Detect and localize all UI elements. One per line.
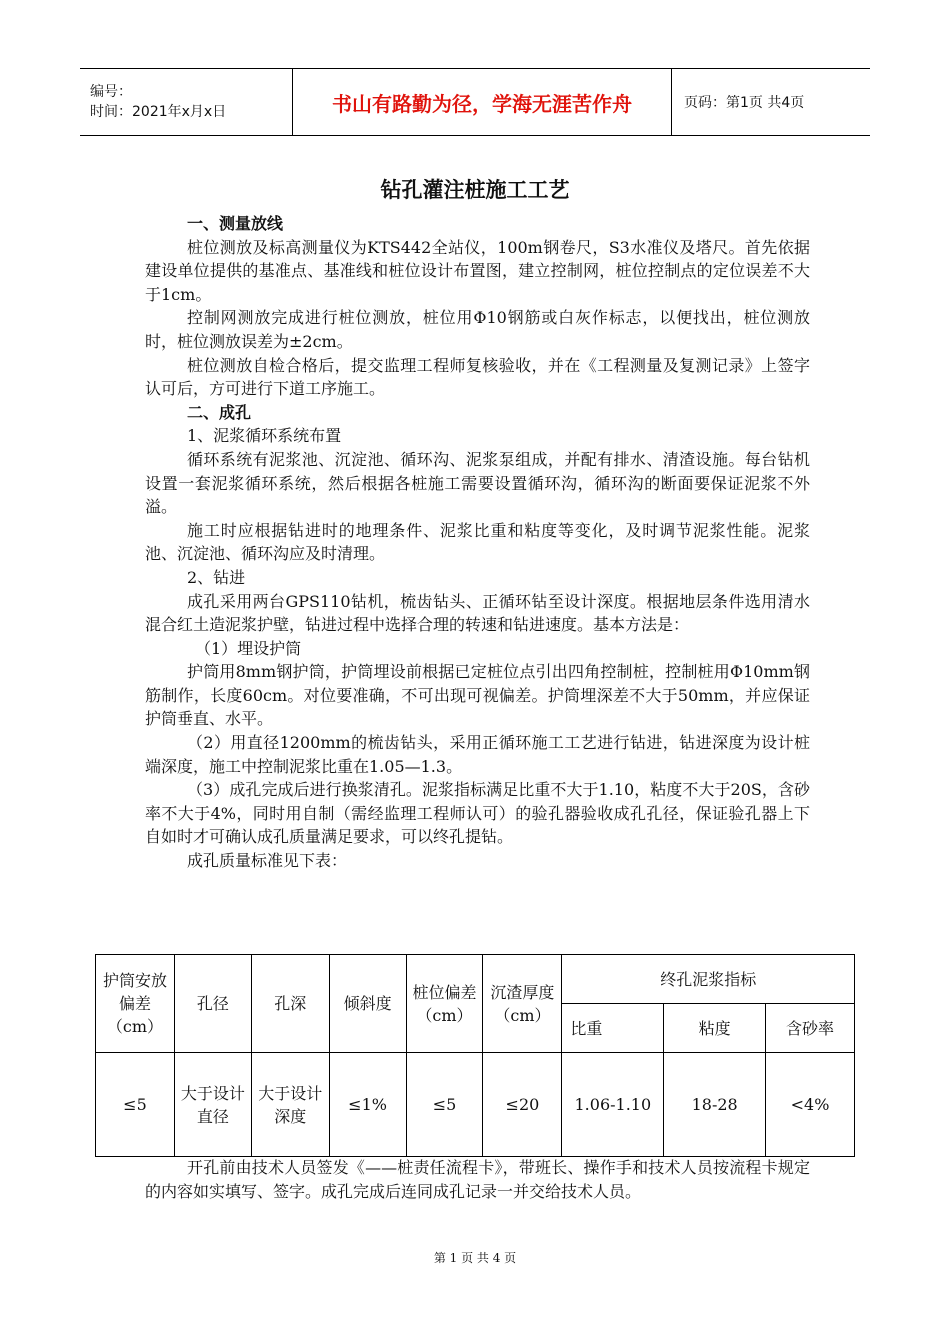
table-header-cell: 粘度 xyxy=(664,1004,766,1053)
table-cell: ≤5 xyxy=(406,1053,483,1157)
header-page-info: 页码：第1页 共4页 xyxy=(672,69,871,136)
paragraph: 成孔采用两台GPS110钻机，梳齿钻头、正循环钻至设计深度。根据地层条件选用清水混合红土造泥浆护壁，钻进过程中选择合理的转速和钻进速度。基本方法是： xyxy=(145,591,810,635)
table-header-cell: 终孔泥浆指标 xyxy=(562,955,855,1004)
table-header-cell: 沉渣厚度（cm） xyxy=(483,955,562,1053)
document-title: 钻孔灌注桩施工工艺 xyxy=(380,178,570,202)
table-cell: 18-28 xyxy=(664,1053,766,1157)
table-header-cell: 孔径 xyxy=(174,955,251,1053)
table-cell: 大于设计深度 xyxy=(251,1053,329,1157)
table-cell: ≤20 xyxy=(483,1053,562,1157)
table-intro: 成孔质量标准见下表： xyxy=(187,851,348,871)
subheading-drilling: 2、钻进 xyxy=(187,567,246,587)
table-header-cell: 桩位偏差（cm） xyxy=(406,955,483,1053)
paragraph: 护筒用8mm钢护筒，护筒埋设前根据已定桩位点引出四角控制桩，控制桩用Φ10mm钢筋制作，长度60cm。对位要准确，不可出现可视偏差。护筒埋深差不大于50mm，并应保证护筒垂直、水平。 xyxy=(145,662,810,729)
table-header-cell: 护筒安放偏差（cm） xyxy=(96,955,175,1053)
table-header-cell: 孔深 xyxy=(251,955,329,1053)
header-motto: 书山有路勤为径，学海无涯苦作舟 xyxy=(293,69,672,136)
paragraph: 控制网测放完成进行桩位测放，桩位用Φ10钢筋或白灰作标志，以便找出，桩位测放时，桩位测放误差为±2cm。 xyxy=(145,308,810,351)
subheading-mud-circulation: 1、泥浆循环系统布置 xyxy=(187,426,342,446)
document-date-label: 时间：2021年x月x日 xyxy=(90,104,227,120)
table-cell: 大于设计直径 xyxy=(174,1053,251,1157)
list-item-title: （1）埋设护筒 xyxy=(195,638,302,658)
paragraph: 开孔前由技术人员签发《——桩责任流程卡》，带班长、操作手和技术人员按流程卡规定的内容如实填写、签字。成孔完成后连同成孔记录一并交给技术人员。 xyxy=(145,1158,810,1201)
table-header-cell: 含砂率 xyxy=(766,1004,855,1053)
header-meta xyxy=(80,69,293,136)
paragraph: 施工时应根据钻进时的地理条件、泥浆比重和粘度等变化，及时调节泥浆性能。泥浆池、沉淀池、循环沟应及时清理。 xyxy=(145,520,810,564)
paragraph: 桩位测放自检合格后，提交监理工程师复核验收，并在《工程测量及复测记录》上签字认可后，方可进行下道工序施工。 xyxy=(145,355,810,399)
section-heading-drilling: 二、成孔 xyxy=(187,402,252,422)
table-cell: ≤5 xyxy=(96,1053,175,1157)
list-item: （3）成孔完成后进行换浆清孔。泥浆指标满足比重不大于1.10，粘度不大于20S，含砂率不大于4%，同时用自制（需经监理工程师认可）的验孔器验收成孔孔径，保证验孔器上下自如时才可确认成孔质量满足要求，可以终孔提钻。 xyxy=(145,780,810,847)
quality-standard-table xyxy=(95,954,855,1157)
document-number-label: 编号： xyxy=(90,84,132,100)
table-header-cell: 倾斜度 xyxy=(329,955,406,1053)
section-heading-survey: 一、测量放线 xyxy=(187,214,284,233)
document-body xyxy=(145,212,810,873)
paragraph: 循环系统有泥浆池、沉淀池、循环沟、泥浆泵组成，并配有排水、清渣设施。每台钻机设置一套泥浆循环系统，然后根据各桩施工需要设置循环沟，循环沟的断面要保证泥浆不外溢。 xyxy=(145,449,810,517)
table-cell: ≤1% xyxy=(329,1053,406,1157)
table-cell: <4% xyxy=(766,1053,855,1157)
page-footer: 第 1 页 共 4 页 xyxy=(433,1251,517,1265)
paragraph: 桩位测放及标高测量仪为KTS442全站仪，100m钢卷尺，S3水准仪及塔尺。首先依据建设单位提供的基准点、基准线和桩位设计布置图，建立控制网，桩位控制点的定位误差不大于1cm。 xyxy=(145,237,810,304)
table-row xyxy=(96,1053,855,1157)
closing-section xyxy=(145,1156,810,1204)
list-item: （2）用直径1200mm的梳齿钻头，采用正循环施工工艺进行钻进，钻进深度为设计桩端深度，施工中控制泥浆比重在1.05—1.3。 xyxy=(145,733,810,776)
page-header xyxy=(80,68,870,136)
table-cell: 1.06-1.10 xyxy=(562,1053,664,1157)
table-header-cell: 比重 xyxy=(562,1004,664,1053)
